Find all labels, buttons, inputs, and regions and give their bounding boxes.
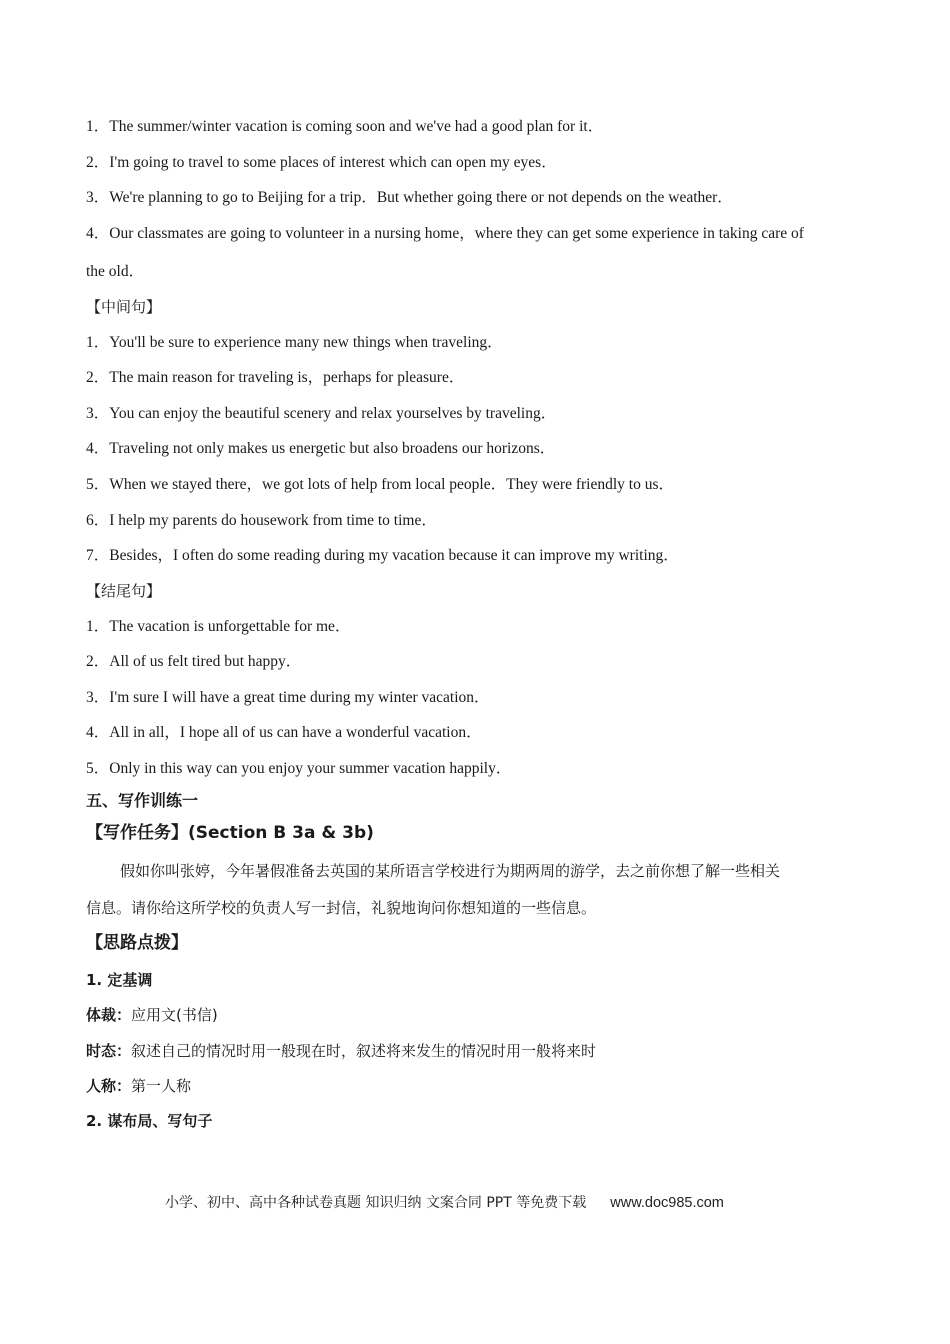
list-item: 4．Traveling not only makes us energetic but also broadens our horizons． — [86, 440, 556, 457]
list-item: 5．When we stayed there，we got lots of help from local people．They were friendly to us． — [86, 476, 674, 493]
task-paragraph-line: 信息。请你给这所学校的负责人写一封信，礼貌地询问你想知道的一些信息。 — [86, 899, 597, 917]
step-heading: 1. 定基调 — [86, 971, 153, 989]
list-item: 2．I'm going to travel to some places of interest which can open my eyes． — [86, 154, 557, 171]
step-heading: 2. 谋布局、写句子 — [86, 1112, 213, 1130]
person-row: 人称：第一人称 — [86, 1077, 192, 1095]
footer-link[interactable]: www.doc985.com — [610, 1195, 724, 1211]
list-item: 2．All of us felt tired but happy． — [86, 653, 302, 670]
guide-heading: 【思路点拨】 — [86, 933, 188, 953]
list-item: 3．We're planning to go to Beijing for a trip．But whether going there or not depends on the weather． — [86, 189, 733, 206]
page-footer — [165, 1192, 724, 1212]
list-item: 7．Besides，I often do some reading during my vacation because it can improve my writing． — [86, 547, 679, 564]
list-item: 6．I help my parents do housework from time to time． — [86, 512, 437, 529]
ending-heading: 【结尾句】 — [86, 582, 162, 600]
genre-row: 体裁：应用文(书信) — [86, 1006, 218, 1024]
section-heading: 五、写作训练一 — [86, 791, 199, 810]
list-item: 3．I'm sure I will have a great time during my winter vacation． — [86, 689, 490, 706]
middle-heading: 【中间句】 — [86, 298, 162, 316]
list-item: 1．The vacation is unforgettable for me． — [86, 618, 351, 635]
list-item: 5．Only in this way can you enjoy your summer vacation happily． — [86, 760, 512, 777]
list-item: 1．You'll be sure to experience many new things when traveling． — [86, 334, 503, 351]
list-item: 4．Our classmates are going to volunteer in a nursing home，where they can get some experience in taking care of — [86, 225, 804, 242]
task-paragraph-line: 假如你叫张婷，今年暑假准备去英国的某所语言学校进行为期两周的游学，去之前你想了解一些相关 — [120, 862, 781, 880]
list-item: 2．The main reason for traveling is，perhaps for pleasure． — [86, 369, 465, 386]
list-item-continuation: the old． — [86, 263, 145, 280]
list-item: 1．The summer/winter vacation is coming soon and we've had a good plan for it． — [86, 118, 604, 135]
list-item: 4．All in all，I hope all of us can have a wonderful vacation． — [86, 724, 482, 741]
footer-text: 小学、初中、高中各种试卷真题 知识归纳 文案合同 PPT 等免费下载 — [165, 1195, 587, 1211]
tense-row: 时态：叙述自己的情况时用一般现在时，叙述将来发生的情况时用一般将来时 — [86, 1042, 597, 1060]
task-heading: 【写作任务】(Section B 3a & 3b) — [86, 823, 374, 843]
list-item: 3．You can enjoy the beautiful scenery and relax yourselves by traveling． — [86, 405, 557, 422]
